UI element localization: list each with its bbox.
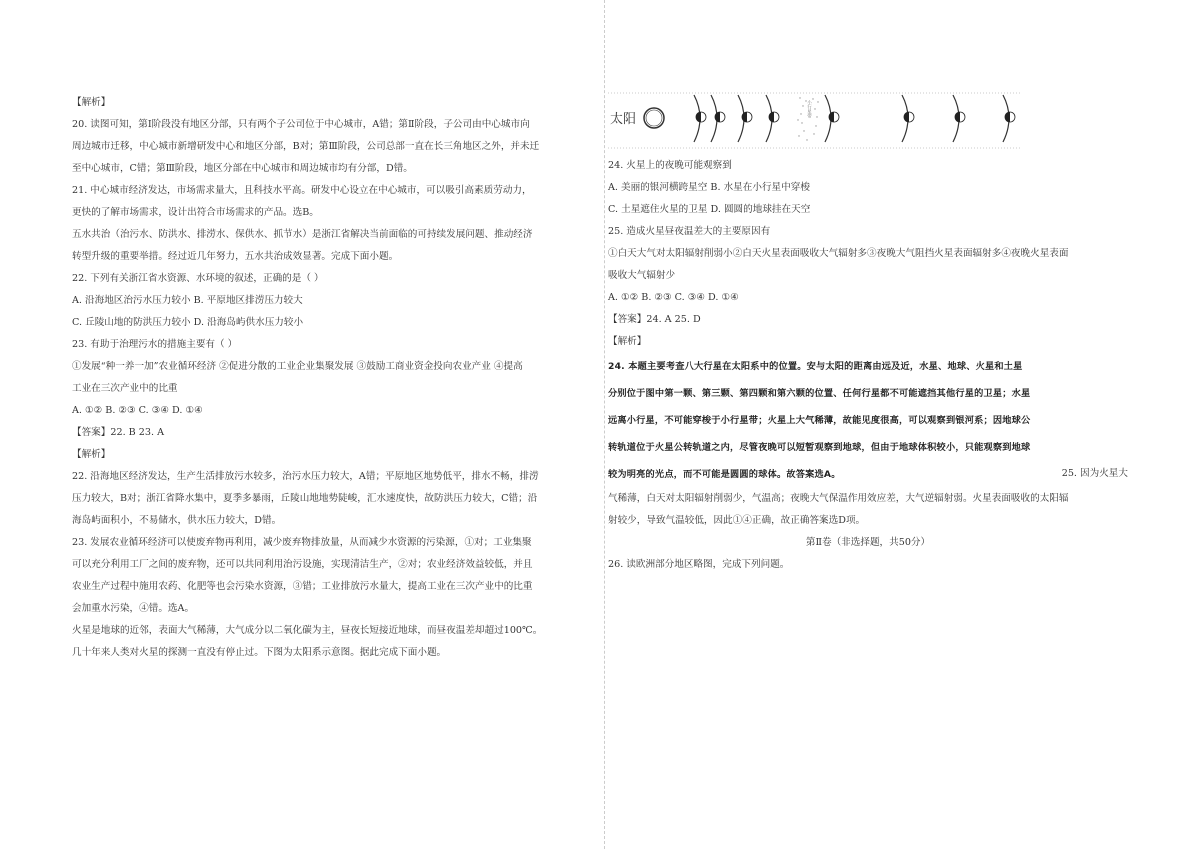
section-title: 第Ⅱ卷（非选择题，共50分） (805, 537, 931, 548)
q24-options-ab: A. 美丽的银河横跨星空 B. 水星在小行星中穿梭 (608, 182, 810, 193)
text-line: 会加重水污染，④错。选A。 (72, 603, 195, 614)
q24-options-cd: C. 土星遮住火星的卫星 D. 圆圆的地球挂在天空 (608, 204, 811, 215)
analysis-heading: 【解析】 (72, 97, 111, 108)
q22-options-cd: C. 丘陵山地的防洪压力较小 D. 沿海岛屿供水压力较小 (72, 317, 304, 328)
text-line: 工业在三次产业中的比重 (72, 383, 178, 394)
text-line: 21. 中心城市经济发达，市场需求量大，且科技水平高。研发中心设立在中心城市，可以吸引高素质劳动力， (72, 185, 532, 196)
answer-line: 【答案】22. B 23. A (72, 427, 165, 438)
planet-4-icon (769, 112, 779, 122)
text-line: 22. 沿海地区经济发达，生产生活排放污水较多，治污水压力较大，A错；平原地区地势低平，排水不畅，排涝 (72, 471, 539, 482)
text-line: 23. 发展农业循环经济可以使废弃物再利用，减少废弃物排放量，从而减少水资源的污染源，①对；工业集聚 (72, 537, 532, 548)
analysis-bold-line: 转轨道位于火星公转轨道之内，尽管夜晚可以短暂观察到地球，但由于地球体积较小，只能观察到地球 (608, 442, 1031, 453)
question-23: 23. 有助于治理污水的措施主要有（ ） (72, 339, 238, 350)
asteroid-belt-label: 小行星带 (806, 100, 812, 118)
planet-3-icon (742, 112, 752, 122)
solar-system-figure (608, 90, 1020, 150)
text-line: 火星是地球的近邻，表面大气稀薄，大气成分以二氧化碳为主，昼夜长短接近地球，而昼夜温差却超过100℃。 (72, 625, 543, 636)
analysis-heading: 【解析】 (608, 336, 647, 347)
text-line: 吸收大气辐射少 (608, 270, 676, 281)
planet-1-icon (696, 112, 706, 122)
left-column (72, 92, 590, 664)
analysis-heading: 【解析】 (72, 449, 111, 460)
sun-icon (644, 108, 664, 128)
analysis-bold-line: 远离小行星，不可能穿梭于小行星带；火星上大气稀薄，故能见度很高，可以观察到银河系；因地球公 (608, 415, 1031, 426)
text-line: 五水共治（治污水、防洪水、排涝水、保供水、抓节水）是浙江省解决当前面临的可持续发展问题、推动经济 (72, 229, 533, 240)
planet-7-icon (955, 112, 965, 122)
right-column (608, 155, 1128, 576)
text-line: 更快的了解市场需求，设计出符合市场需求的产品。选B。 (72, 207, 319, 218)
q25-options: A. ①② B. ②③ C. ③④ D. ①④ (608, 292, 739, 303)
text-line: 农业生产过程中施用农药、化肥等也会污染水资源，③错；工业排放污水量大，提高工业在三次产业中的比重 (72, 581, 533, 592)
text-line: 压力较大，B对；浙江省降水集中，夏季多暴雨，丘陵山地地势陡峻，汇水速度快，故防洪压力较大，C错；沿 (72, 493, 538, 504)
planet-icons (696, 112, 1015, 122)
text-line: 至中心城市，C错；第Ⅲ阶段，地区分部在中心城市和周边城市均有分部，D错。 (72, 163, 413, 174)
analysis-last-row (608, 461, 1128, 488)
analysis-bold-line: 较为明亮的光点，而不可能是圆圆的球体。故答案选A。 (608, 469, 841, 480)
text-line: 转型升级的重要举措。经过近几年努力，五水共治成效显著。完成下面小题。 (72, 251, 399, 262)
sun-label: 太阳 (610, 112, 637, 127)
question-25: 25. 造成火星昼夜温差大的主要原因有 (608, 226, 771, 237)
text-line: 20. 读图可知，第Ⅰ阶段没有地区分部，只有两个子公司位于中心城市，A错；第Ⅱ阶段，子公司由中心城市向 (72, 119, 530, 130)
question-26: 26. 读欧洲部分地区略图，完成下列问题。 (608, 559, 790, 570)
text-line: ①白天大气对太阳辐射削弱小②白天火星表面吸收大气辐射多③夜晚大气阻挡火星表面辐射多④夜晚火星表面 (608, 248, 1069, 259)
planet-8-icon (1005, 112, 1015, 122)
text-line: 气稀薄，白天对太阳辐射削弱少，气温高；夜晚大气保温作用效应差，大气逆辐射弱。火星表面吸收的太阳辐 (608, 493, 1069, 504)
question-24: 24. 火星上的夜晚可能观察到 (608, 160, 732, 171)
analysis-bold-line: 分别位于图中第一颗、第三颗、第四颗和第六颗的位置、任何行星都不可能遮挡其他行星的卫星；水星 (608, 388, 1031, 399)
text-line: 几十年来人类对火星的探测一直没有停止过。下图为太阳系示意图。据此完成下面小题。 (72, 647, 447, 658)
text-line: 可以充分利用工厂之间的废弃物，还可以共同利用治污设施，实现清洁生产，②对；农业经济效益较低，并且 (72, 559, 533, 570)
text-line: 海岛屿面积小，不易储水，供水压力较大，D错。 (72, 515, 282, 526)
sun-inner (646, 110, 662, 126)
q22-options-ab: A. 沿海地区治污水压力较小 B. 平原地区排涝压力较大 (72, 295, 303, 306)
planet-5-icon (829, 112, 839, 122)
planet-2-icon (715, 112, 725, 122)
q23-options: A. ①② B. ②③ C. ③④ D. ①④ (72, 405, 203, 416)
text-line: 周边城市迁移，中心城市新增研发中心和地区分部，B对；第Ⅲ阶段，公司总部一直在长三角地区之外，并未迁 (72, 141, 540, 152)
q25-analysis-start: 25. 因为火星大 (1061, 468, 1128, 479)
text-line: 射较少，导致气温较低，因此①④正确，故正确答案选D项。 (608, 515, 866, 526)
text-line: ①发展“种一养一加”农业循环经济 ②促进分散的工业企业集聚发展 ③鼓励工商业资金投向农业产业 ④提高 (72, 361, 523, 372)
analysis-bold-line: 24. 本题主要考查八大行星在太阳系中的位置。安与太阳的距离由远及近，水星、地球、火星和土星 (608, 361, 1023, 372)
page-divider (604, 0, 605, 849)
question-22: 22. 下列有关浙江省水资源、水环境的叙述，正确的是（ ） (72, 273, 324, 284)
answer-line: 【答案】24. A 25. D (608, 314, 701, 325)
planet-6-icon (904, 112, 914, 122)
